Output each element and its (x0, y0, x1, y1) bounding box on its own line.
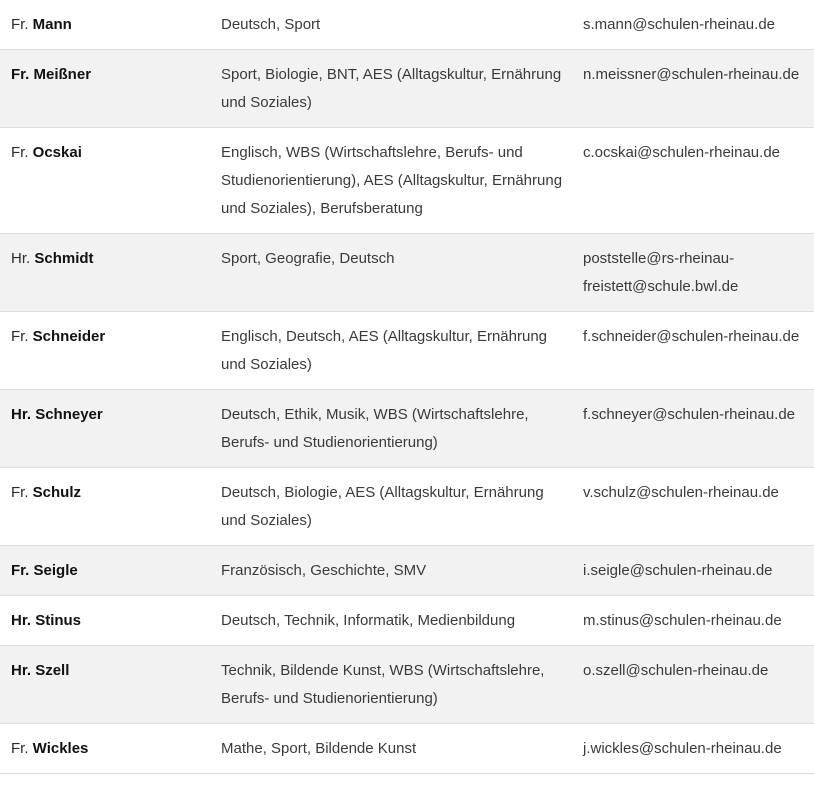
teacher-title: Fr. (11, 144, 29, 161)
teacher-subjects: Sport, Biologie, BNT, AES (Alltagskultur, Ernährung und Soziales) (221, 66, 562, 111)
table-row (0, 646, 814, 724)
table-row (0, 724, 814, 774)
teacher-name-cell (0, 468, 210, 546)
table-row (0, 596, 814, 646)
teacher-subjects: Technik, Bildende Kunst, WBS (Wirtschaftslehre, Berufs- und Studienorientierung) (221, 662, 545, 707)
teacher-subjects: Sport, Geografie, Deutsch (221, 250, 395, 267)
teacher-email: n.meissner@schulen-rheinau.de (583, 66, 800, 83)
table-row (0, 50, 814, 128)
teacher-email: v.schulz@schulen-rheinau.de (583, 484, 779, 501)
teacher-email: c.ocskai@schulen-rheinau.de (583, 144, 780, 161)
teacher-surname: Meißner (33, 66, 92, 83)
teacher-name-cell (0, 312, 210, 390)
teacher-title: Fr. (11, 66, 30, 83)
teacher-email: j.wickles@schulen-rheinau.de (583, 740, 782, 757)
teacher-subjects: Deutsch, Technik, Informatik, Medienbildung (221, 612, 516, 629)
teacher-name-cell (0, 128, 210, 234)
teacher-subjects: Englisch, Deutsch, AES (Alltagskultur, Ernährung und Soziales) (221, 328, 548, 373)
teacher-title: Hr. (11, 612, 32, 629)
teacher-surname: Wickles (32, 740, 89, 757)
teacher-name-cell (0, 646, 210, 724)
table-row (0, 0, 814, 50)
teacher-name-cell (0, 0, 210, 50)
table-row (0, 312, 814, 390)
teacher-surname: Seigle (33, 562, 78, 579)
teacher-surname: Stinus (35, 612, 82, 629)
teacher-title: Hr. (11, 662, 32, 679)
teacher-surname: Ocskai (32, 144, 82, 161)
teacher-subjects: Englisch, WBS (Wirtschaftslehre, Berufs- und Studienorientierung), AES (Alltagskultur, Ernährung und Soziales), Berufsberatung (221, 144, 563, 217)
teacher-name-cell (0, 596, 210, 646)
teacher-surname: Schmidt (34, 250, 94, 267)
table-row (0, 546, 814, 596)
table-row (0, 390, 814, 468)
teacher-email: m.stinus@schulen-rheinau.de (583, 612, 782, 629)
teacher-name-cell (0, 390, 210, 468)
teacher-email: o.szell@schulen-rheinau.de (583, 662, 769, 679)
teacher-title: Fr. (11, 740, 29, 757)
teacher-title: Fr. (11, 484, 29, 501)
teacher-email: f.schneyer@schulen-rheinau.de (583, 406, 796, 423)
teacher-surname: Mann (32, 16, 72, 33)
teacher-name-cell (0, 546, 210, 596)
teacher-email: f.schneider@schulen-rheinau.de (583, 328, 800, 345)
teacher-email: i.seigle@schulen-rheinau.de (583, 562, 773, 579)
table-row (0, 234, 814, 312)
teacher-name-cell (0, 724, 210, 774)
table-row (0, 468, 814, 546)
teacher-subjects: Deutsch, Ethik, Musik, WBS (Wirtschaftslehre, Berufs- und Studienorientierung) (221, 406, 529, 451)
teacher-title: Fr. (11, 328, 29, 345)
teacher-subjects: Französisch, Geschichte, SMV (221, 562, 427, 579)
teacher-email: poststelle@rs-rheinau-freistett@schule.bwl.de (583, 250, 739, 295)
teacher-title: Fr. (11, 16, 29, 33)
teacher-subjects: Deutsch, Biologie, AES (Alltagskultur, Ernährung und Soziales) (221, 484, 544, 529)
teacher-email: s.mann@schulen-rheinau.de (583, 16, 776, 33)
teacher-name-cell (0, 50, 210, 128)
teacher-surname: Schulz (32, 484, 82, 501)
teacher-title: Hr. (11, 250, 31, 267)
teacher-subjects: Deutsch, Sport (221, 16, 321, 33)
teacher-surname: Schneider (32, 328, 106, 345)
teacher-title: Hr. (11, 406, 32, 423)
teacher-title: Fr. (11, 562, 30, 579)
table-row (0, 128, 814, 234)
teacher-name-cell (0, 234, 210, 312)
teacher-surname: Szell (35, 662, 70, 679)
teacher-subjects: Mathe, Sport, Bildende Kunst (221, 740, 417, 757)
teacher-surname: Schneyer (35, 406, 103, 423)
